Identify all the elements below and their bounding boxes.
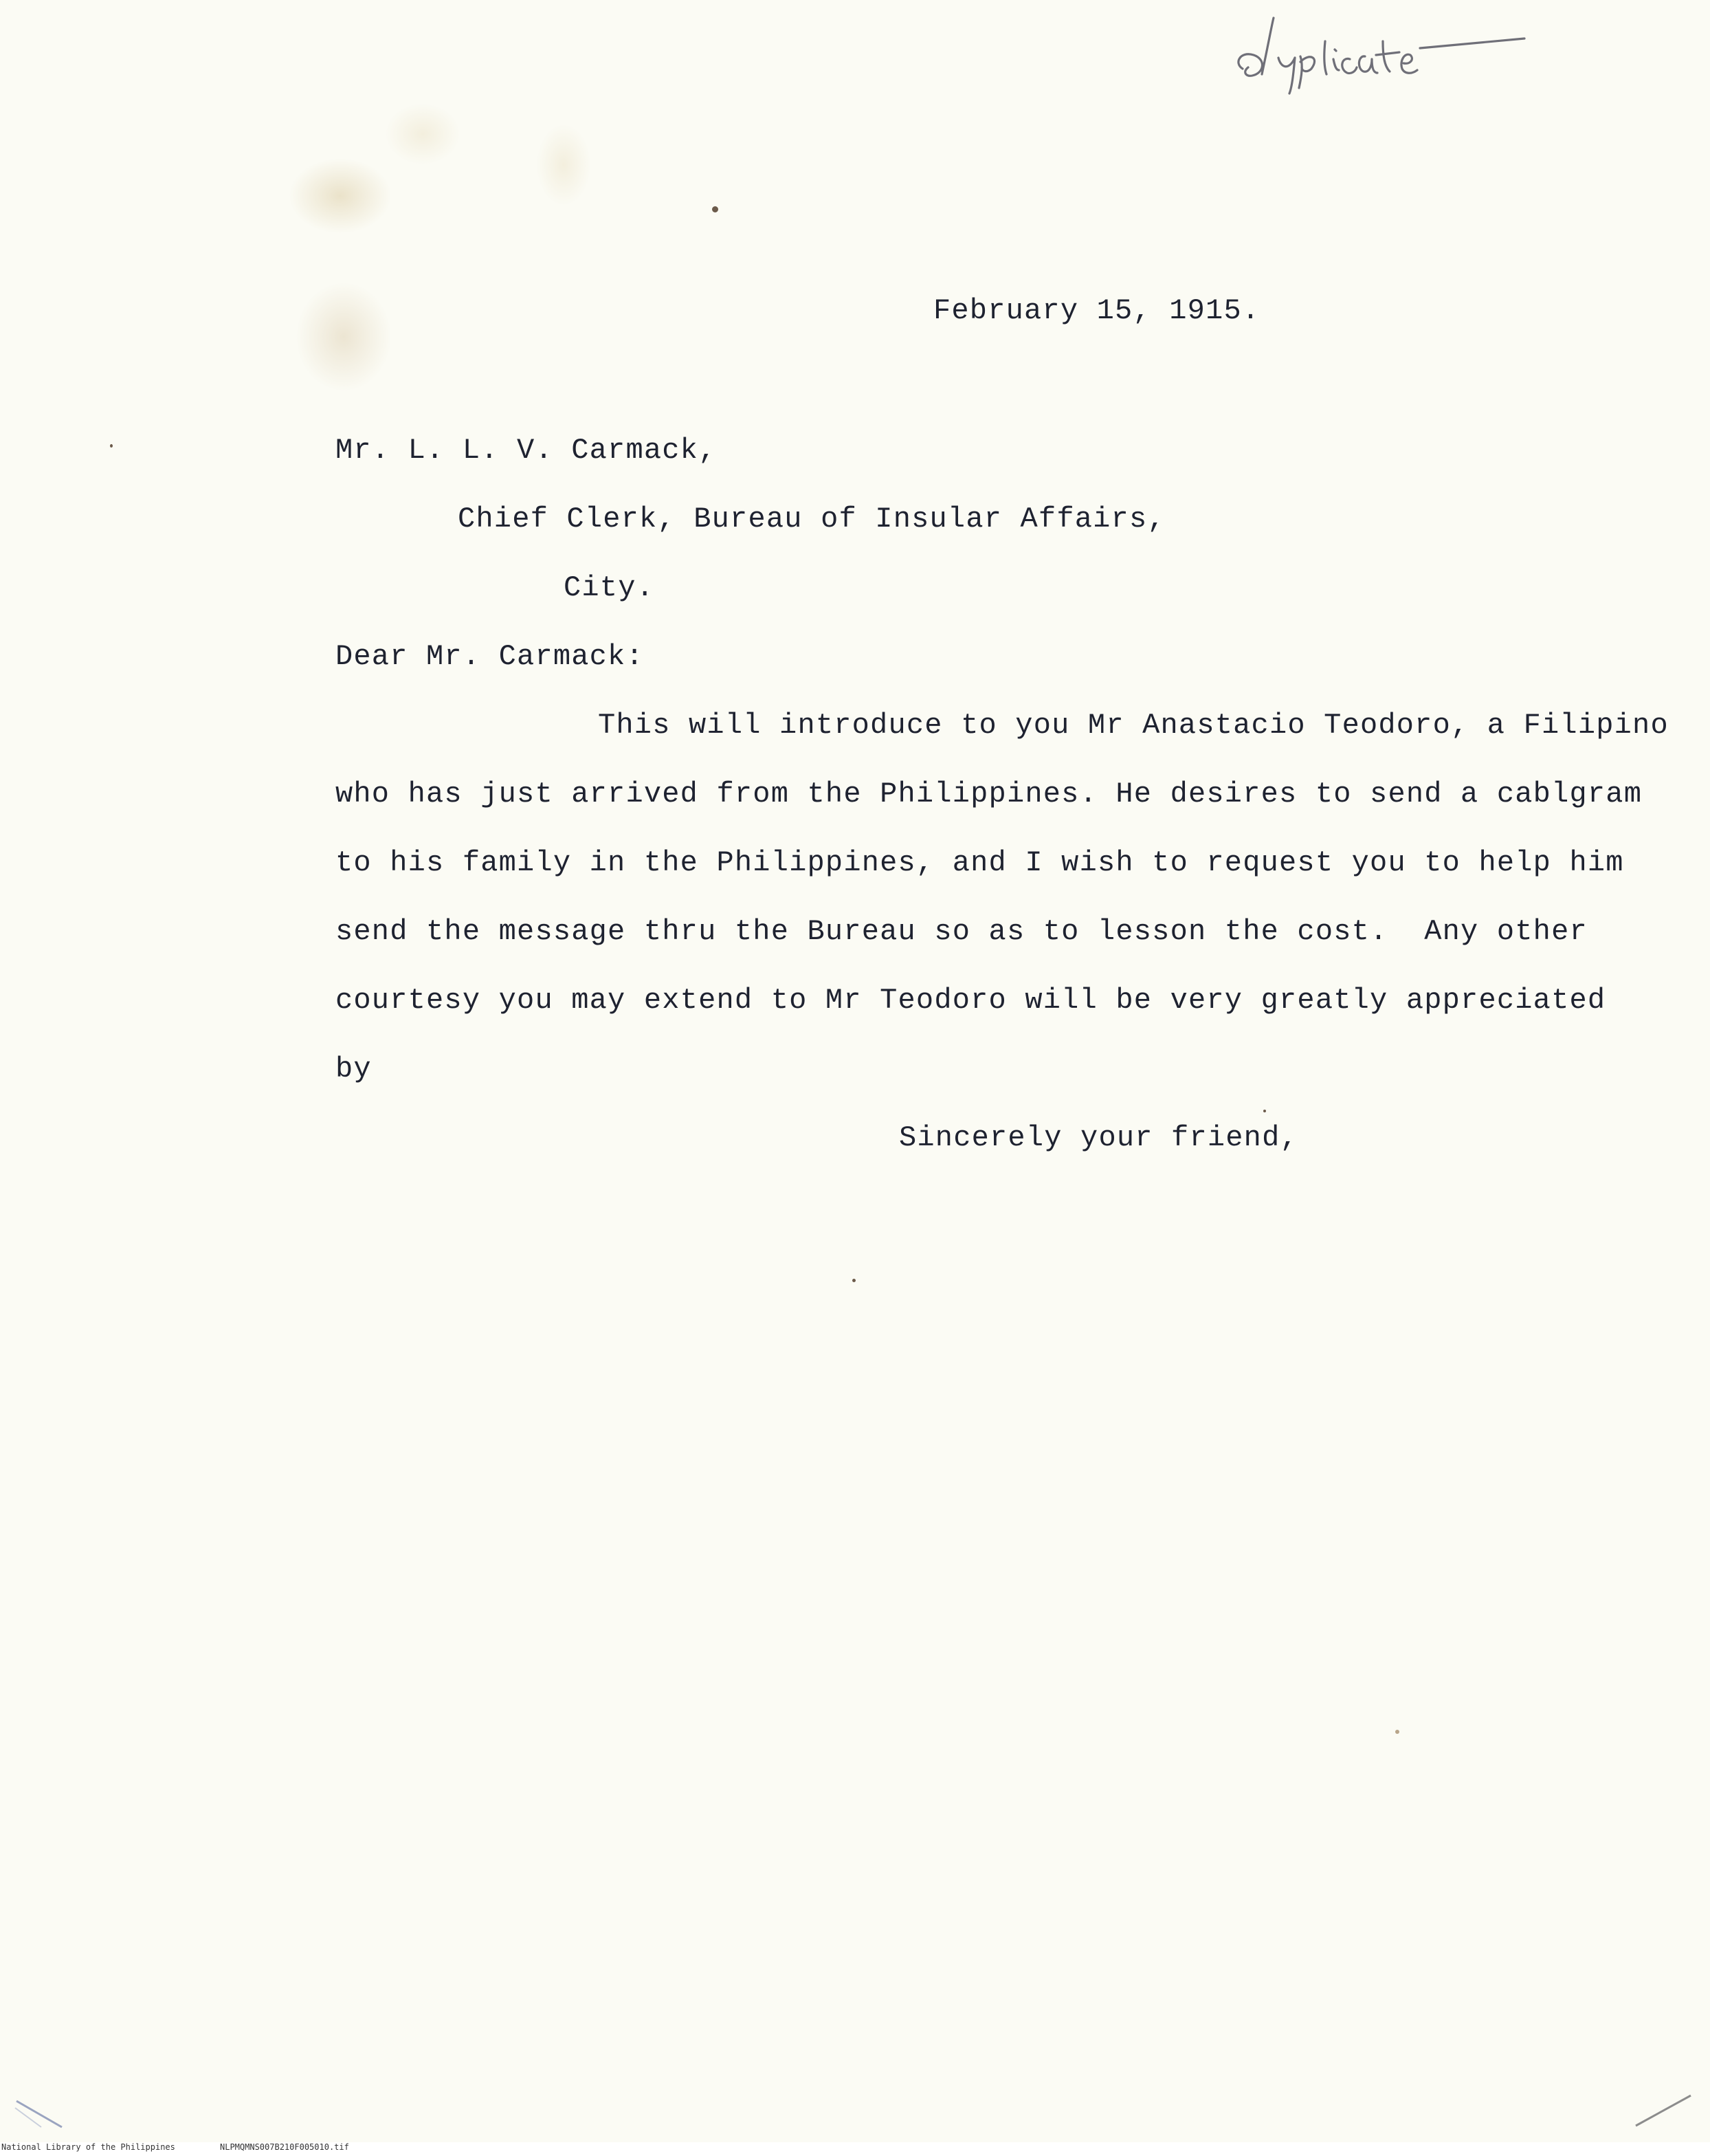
ink-speck (712, 206, 718, 212)
recipient-title: Chief Clerk, Bureau of Insular Affairs, (458, 503, 1166, 536)
ink-speck (1263, 1110, 1266, 1112)
ink-speck (852, 1279, 856, 1282)
handwritten-duplicate-note (1230, 14, 1553, 96)
body-line: This will introduce to you Mr Anastacio Teodoro, a Filipino (598, 709, 1669, 742)
letter-date: February 15, 1915. (933, 294, 1261, 327)
body-line: courtesy you may extend to Mr Teodoro will be very greatly appreciated (335, 984, 1606, 1017)
recipient-name: Mr. L. L. V. Carmack, (335, 434, 717, 467)
ink-speck (110, 444, 113, 448)
paper-stain (296, 282, 392, 392)
body-line: who has just arrived from the Philippines. He desires to send a cablgram (335, 778, 1643, 811)
body-line: send the message thru the Bureau so as to lesson the cost. Any other (335, 915, 1588, 948)
paper-stain (289, 158, 392, 234)
footer-filename: NLPMQMNS007B210F005010.tif (220, 2142, 349, 2152)
scan-footer (0, 2142, 1710, 2156)
ink-speck (1395, 1730, 1399, 1734)
folded-corner (14, 2087, 76, 2128)
salutation: Dear Mr. Carmack: (335, 640, 644, 673)
body-line: to his family in the Philippines, and I wish to request you to help him (335, 846, 1624, 879)
closing: Sincerely your friend, (899, 1121, 1298, 1154)
footer-source: National Library of the Philippines (1, 2142, 175, 2152)
recipient-city: City. (564, 571, 655, 604)
folded-corner (1633, 2087, 1695, 2128)
paper-stain (385, 103, 460, 165)
body-line: by (335, 1053, 372, 1086)
paper-stain (536, 124, 591, 206)
